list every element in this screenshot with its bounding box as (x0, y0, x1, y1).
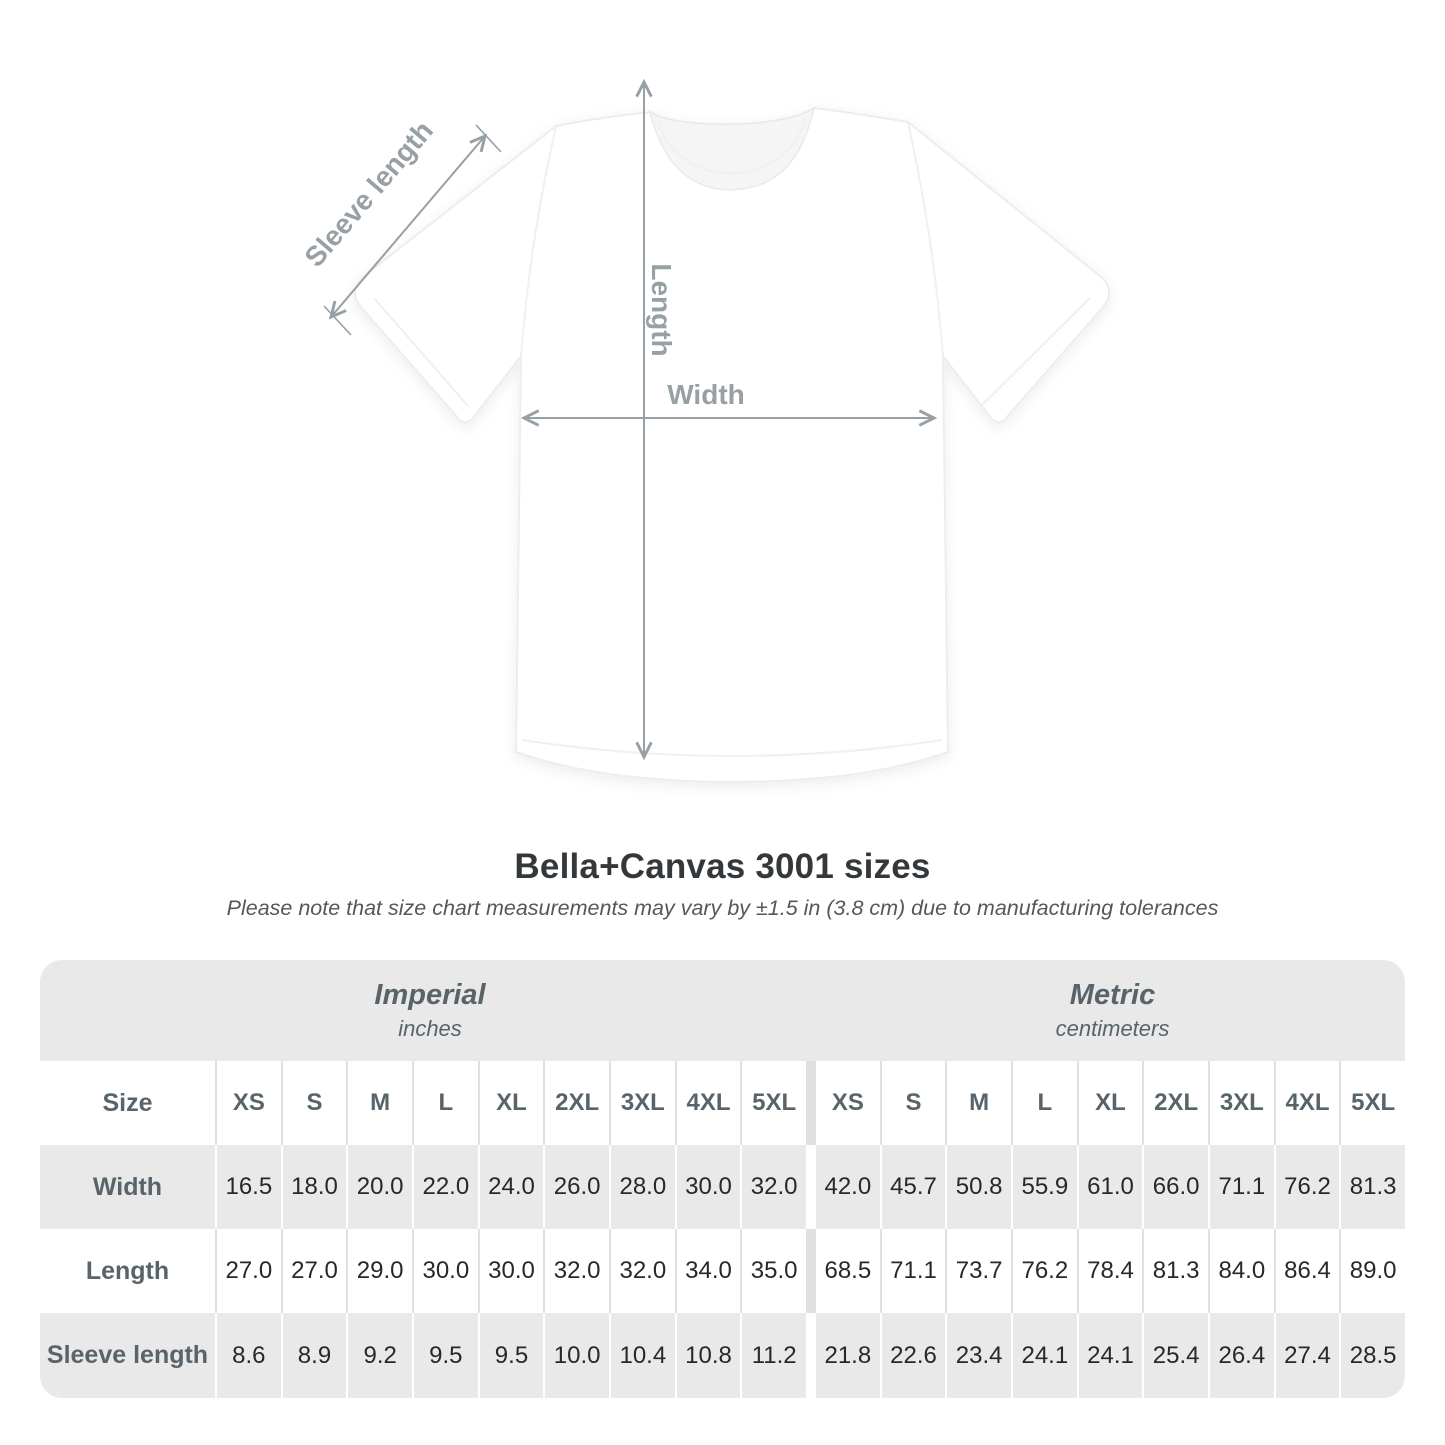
imperial-value: 28.0 (611, 1145, 675, 1229)
metric-group-header (820, 960, 1405, 1061)
metric-group-unit: centimeters (1055, 1016, 1170, 1041)
metric-value: 73.7 (947, 1229, 1011, 1313)
metric-value: 25.4 (1144, 1313, 1208, 1398)
imperial-value: 16.5 (217, 1145, 281, 1229)
row-label: Length (40, 1229, 215, 1313)
imperial-value: 11.2 (742, 1313, 806, 1398)
imperial-value: 32.0 (545, 1229, 609, 1313)
size-header-imperial-xl: XL (480, 1061, 544, 1145)
metric-value: 42.0 (816, 1145, 880, 1229)
imperial-value: 20.0 (348, 1145, 412, 1229)
size-header-metric-xl: XL (1079, 1061, 1143, 1145)
metric-value: 26.4 (1210, 1313, 1274, 1398)
imperial-value: 34.0 (677, 1229, 741, 1313)
metric-value: 71.1 (882, 1229, 946, 1313)
size-header-metric-s: S (882, 1061, 946, 1145)
imperial-value: 9.2 (348, 1313, 412, 1398)
size-header-imperial-s: S (283, 1061, 347, 1145)
imperial-value: 32.0 (742, 1145, 806, 1229)
metric-value: 81.3 (1144, 1229, 1208, 1313)
metric-value: 76.2 (1013, 1229, 1077, 1313)
imperial-group-unit: inches (398, 1016, 462, 1041)
metric-value: 23.4 (947, 1313, 1011, 1398)
imperial-value: 10.8 (677, 1313, 741, 1398)
metric-value: 81.3 (1341, 1145, 1405, 1229)
metric-value: 76.2 (1276, 1145, 1340, 1229)
size-header-metric-m: M (947, 1061, 1011, 1145)
metric-value: 55.9 (1013, 1145, 1077, 1229)
group-divider (808, 1229, 814, 1313)
imperial-value: 30.0 (480, 1229, 544, 1313)
page-title: Bella+Canvas 3001 sizes (514, 847, 931, 886)
size-header-imperial-5xl: 5XL (742, 1061, 806, 1145)
metric-value: 89.0 (1341, 1229, 1405, 1313)
imperial-value: 24.0 (480, 1145, 544, 1229)
metric-group-title: Metric (1069, 979, 1156, 1011)
tolerance-note: Please note that size chart measurements may vary by ±1.5 in (3.8 cm) due to manufacturing tolerances (226, 896, 1219, 920)
size-header-metric-4xl: 4XL (1276, 1061, 1340, 1145)
size-header-imperial-4xl: 4XL (677, 1061, 741, 1145)
table-row (40, 1313, 1405, 1398)
size-header-metric-3xl: 3XL (1210, 1061, 1274, 1145)
width-label: Width (667, 379, 745, 410)
imperial-value: 29.0 (348, 1229, 412, 1313)
metric-value: 78.4 (1079, 1229, 1143, 1313)
imperial-value: 10.0 (545, 1313, 609, 1398)
size-table (40, 960, 1405, 1398)
size-header-imperial-m: M (348, 1061, 412, 1145)
size-header-metric-5xl: 5XL (1341, 1061, 1405, 1145)
imperial-value: 9.5 (414, 1313, 478, 1398)
metric-value: 66.0 (1144, 1145, 1208, 1229)
imperial-value: 30.0 (677, 1145, 741, 1229)
row-label: Sleeve length (40, 1313, 215, 1398)
imperial-value: 27.0 (217, 1229, 281, 1313)
metric-value: 86.4 (1276, 1229, 1340, 1313)
size-table-body (40, 1061, 1405, 1398)
size-header-imperial-l: L (414, 1061, 478, 1145)
metric-value: 21.8 (816, 1313, 880, 1398)
metric-value: 68.5 (816, 1229, 880, 1313)
table-row (40, 1229, 1405, 1313)
imperial-value: 35.0 (742, 1229, 806, 1313)
size-header-metric-xs: XS (816, 1061, 880, 1145)
table-row (40, 1145, 1405, 1229)
group-divider (808, 1145, 814, 1229)
imperial-value: 32.0 (611, 1229, 675, 1313)
imperial-value: 10.4 (611, 1313, 675, 1398)
imperial-value: 8.9 (283, 1313, 347, 1398)
imperial-value: 22.0 (414, 1145, 478, 1229)
metric-value: 24.1 (1013, 1313, 1077, 1398)
size-header-imperial-3xl: 3XL (611, 1061, 675, 1145)
size-header-metric-2xl: 2XL (1144, 1061, 1208, 1145)
imperial-value: 30.0 (414, 1229, 478, 1313)
imperial-group-title: Imperial (374, 979, 486, 1011)
imperial-value: 8.6 (217, 1313, 281, 1398)
imperial-group-header (40, 960, 820, 1061)
group-divider (808, 1313, 814, 1398)
metric-value: 50.8 (947, 1145, 1011, 1229)
size-column-header: Size (40, 1061, 215, 1145)
metric-value: 45.7 (882, 1145, 946, 1229)
size-header-imperial-xs: XS (217, 1061, 281, 1145)
unit-group-header (40, 960, 1405, 1061)
tshirt-graphic (355, 108, 1109, 782)
imperial-value: 27.0 (283, 1229, 347, 1313)
imperial-value: 26.0 (545, 1145, 609, 1229)
imperial-value: 18.0 (283, 1145, 347, 1229)
size-header-metric-l: L (1013, 1061, 1077, 1145)
metric-value: 24.1 (1079, 1313, 1143, 1398)
length-label: Length (646, 263, 677, 357)
metric-value: 71.1 (1210, 1145, 1274, 1229)
metric-value: 61.0 (1079, 1145, 1143, 1229)
metric-value: 27.4 (1276, 1313, 1340, 1398)
size-header-row (40, 1061, 1405, 1145)
size-header-imperial-2xl: 2XL (545, 1061, 609, 1145)
sleeve-length-label: Sleeve length (298, 115, 440, 273)
row-label: Width (40, 1145, 215, 1229)
metric-value: 22.6 (882, 1313, 946, 1398)
metric-value: 84.0 (1210, 1229, 1274, 1313)
metric-value: 28.5 (1341, 1313, 1405, 1398)
group-divider (808, 1061, 814, 1145)
imperial-value: 9.5 (480, 1313, 544, 1398)
